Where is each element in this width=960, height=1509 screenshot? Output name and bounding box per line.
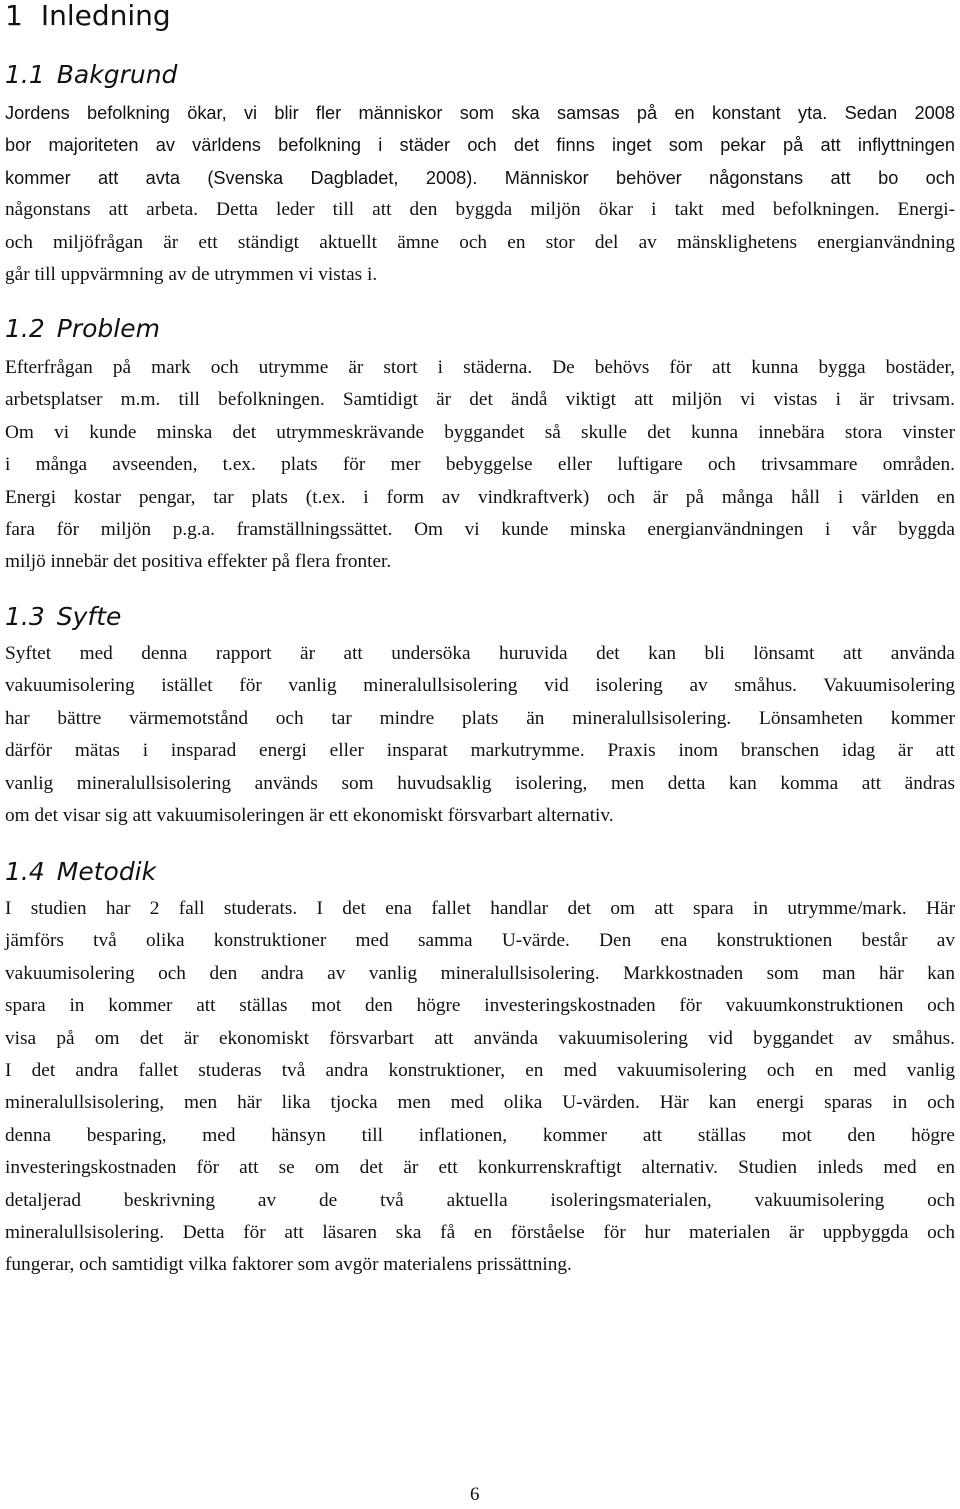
section-number: 1.2 — [5, 314, 45, 343]
section-body-metodik — [5, 893, 955, 1282]
section-body-syfte — [5, 638, 955, 832]
body-line: vanlig mineralullsisolering används som huvudsaklig isolering, men detta kan komma att ändras — [5, 772, 955, 794]
body-line: denna besparing, med hänsyn till inflationen, kommer att ställas mot den högre — [5, 1124, 955, 1146]
section-title: Problem — [56, 314, 160, 343]
body-line: Energi kostar pengar, tar plats (t.ex. i form av vindkraftverk) och är på många håll i världen en — [5, 486, 955, 508]
page-number: 6 — [470, 1484, 480, 1505]
section-number: 1.4 — [5, 857, 45, 886]
section-body-bakgrund — [5, 97, 955, 291]
body-line: går till uppvärmning av de utrymmen vi vistas i. — [5, 263, 378, 285]
body-line: därför mätas i insparad energi eller insparat markutrymme. Praxis inom branschen idag är att — [5, 740, 955, 762]
section-heading-metodik — [5, 857, 156, 887]
chapter-title: Inledning — [40, 0, 171, 32]
body-line: vakuumisolering och den andra av vanlig mineralullsisolering. Markkostnaden som man här kan — [5, 962, 955, 984]
body-line: Syftet med denna rapport är att undersöka huruvida det kan bli lönsamt att använda — [5, 643, 955, 664]
body-line: och miljöfrågan är ett ständigt aktuellt ämne och en stor del av mänsklighetens energianvändning — [5, 231, 955, 253]
body-line: detaljerad beskrivning av de två aktuella isoleringsmaterialen, vakuumisolering och — [5, 1189, 955, 1211]
body-line: vakuumisolering istället för vanlig mineralullsisolering vid isolering av småhus. Vakuumisolering — [5, 675, 955, 697]
body-line: I det andra fallet studeras två andra konstruktioner, en med vakuumisolering och en med vanlig — [5, 1059, 955, 1081]
body-line: visa på om det är ekonomiskt försvarbart att använda vakuumisolering vid byggandet av småhus. — [5, 1027, 955, 1049]
body-line: jämförs två olika konstruktioner med samma U-värde. Den ena konstruktionen består av — [5, 930, 955, 952]
body-line: fungerar, och samtidigt vilka faktorer som avgör materialens prissättning. — [5, 1254, 572, 1276]
body-line: mineralullsisolering. Detta för att läsaren ska få en förståelse för hur materialen är uppbyggda och — [5, 1221, 955, 1243]
body-line: arbetsplatser m.m. till befolkningen. Samtidigt är det ändå viktigt att miljön vi vistas i är trivsam. — [5, 389, 955, 411]
body-line: miljö innebär det positiva effekter på flera fronter. — [5, 551, 392, 573]
section-number: 1.3 — [5, 602, 45, 631]
body-line: om det visar sig att vakuumisoleringen är ett ekonomiskt försvarbart alternativ. — [5, 804, 614, 826]
chapter-number: 1 — [5, 0, 23, 32]
body-line: kommer att avta (Svenska Dagbladet, 2008). Människor behöver någonstans att bo och — [5, 167, 955, 188]
body-line: har bättre värmemotstånd och tar mindre plats än mineralullsisolering. Lönsamheten kommer — [5, 707, 955, 729]
body-line: fara för miljön p.g.a. framställningssättet. Om vi kunde minska energianvändningen i vår byggda — [5, 518, 955, 540]
section-heading-problem — [5, 314, 160, 344]
section-title: Bakgrund — [56, 60, 178, 89]
section-heading-syfte — [5, 602, 121, 632]
chapter-heading — [5, 0, 171, 32]
section-title: Syfte — [56, 602, 122, 631]
body-line: Efterfrågan på mark och utrymme är stort i städerna. De behövs för att kunna bygga bostäder, — [5, 357, 955, 378]
body-line: Jordens befolkning ökar, vi blir fler människor som ska samsas på en konstant yta. Sedan 2008 — [5, 103, 955, 123]
body-line: i många avseenden, t.ex. plats för mer bebyggelse eller luftigare och trivsammare områden. — [5, 454, 955, 476]
body-line: mineralullsisolering, men här lika tjocka men med olika U-värden. Här kan energi sparas in och — [5, 1092, 955, 1114]
section-number: 1.1 — [5, 60, 45, 89]
body-line: I studien har 2 fall studerats. I det ena fallet handlar det om att spara in utrymme/mark. Här — [5, 898, 955, 919]
body-line: investeringskostnaden för att se om det är ett konkurrenskraftigt alternativ. Studien inleds med en — [5, 1157, 955, 1179]
body-line: Om vi kunde minska det utrymmeskrävande byggandet så skulle det kunna innebära stora vinster — [5, 421, 955, 443]
body-line: spara in kommer att ställas mot den högre investeringskostnaden för vakuumkonstruktionen och — [5, 995, 955, 1017]
section-heading-bakgrund — [5, 60, 177, 90]
body-line: någonstans att arbeta. Detta leder till att den byggda miljön ökar i takt med befolkningen. Energi- — [5, 199, 955, 221]
section-body-problem — [5, 352, 955, 579]
section-title: Metodik — [56, 857, 157, 886]
body-line: bor majoriteten av världens befolkning i städer och det finns inget som pekar på att inflyttningen — [5, 135, 955, 156]
